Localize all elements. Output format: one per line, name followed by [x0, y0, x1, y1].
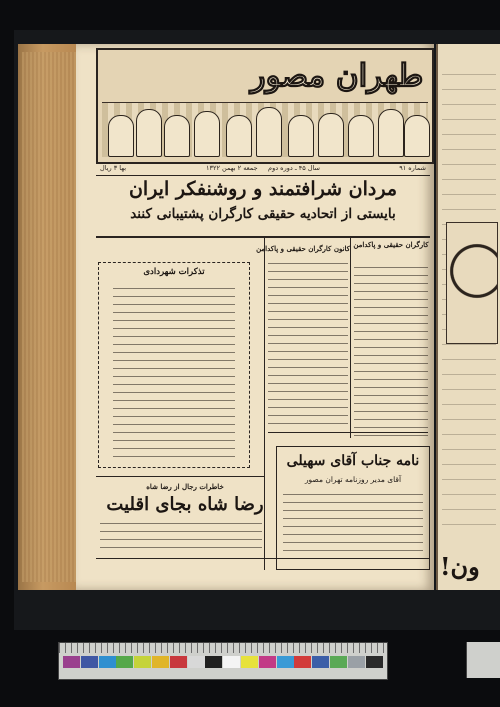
letter-box — [276, 446, 430, 570]
color-patch — [330, 656, 347, 668]
cartoon-figure — [256, 107, 282, 157]
section-divider — [268, 432, 428, 433]
color-patch — [134, 656, 151, 668]
masthead-title: طهران مصور — [250, 58, 424, 94]
color-patch — [205, 656, 222, 668]
color-patch — [99, 656, 116, 668]
color-patch — [63, 656, 80, 668]
page-stack-edge — [22, 52, 76, 582]
color-calibration-chart — [58, 642, 388, 680]
cartoon-figure — [378, 109, 404, 157]
masthead-cartoon — [102, 102, 428, 157]
color-patch — [223, 656, 240, 668]
column-divider — [350, 238, 351, 438]
color-patch — [170, 656, 187, 668]
color-patch — [241, 656, 258, 668]
color-patch — [294, 656, 311, 668]
color-calibration-chart-edge — [466, 642, 500, 678]
secondary-story-text — [100, 518, 262, 554]
ruler-ticks — [59, 643, 387, 653]
secondary-story-title: رضا شاه بجای اقلیت — [106, 494, 264, 515]
issue-date: جمعه ۲ بهمن ۱۳۲۲ — [206, 164, 258, 172]
color-patch — [348, 656, 365, 668]
color-patch — [277, 656, 294, 668]
cartoon-figure — [318, 113, 344, 157]
color-patch — [259, 656, 276, 668]
poem-box — [98, 262, 250, 468]
facing-page-illustration — [446, 222, 498, 344]
cartoon-figure — [164, 115, 190, 157]
dateline-bar — [96, 162, 430, 176]
issue-number: شماره ۹۱ — [399, 164, 426, 172]
lead-subheadline: بایستی از اتحادیه حقیقی کارگران پشتیبانی کنند — [130, 206, 396, 222]
volume-info: سال ۴۵ ـ دوره دوم — [268, 164, 320, 172]
poem-title: تذکرات شهردادی — [143, 267, 205, 277]
letter-salutation: آقای مدیر روزنامه تهران مصور — [304, 475, 402, 484]
color-patch — [116, 656, 133, 668]
color-patch — [188, 656, 205, 668]
cartoon-figure — [136, 109, 162, 157]
cartoon-figure — [226, 115, 252, 157]
poem-verses — [113, 283, 235, 459]
masthead — [96, 48, 434, 164]
lead-headline: مردان شرافتمند و روشنفکر ایران — [128, 178, 398, 200]
right-column-heading: کارگران حقیقی و پاکدامن — [353, 240, 429, 249]
facing-page-headline-fragment: ون! — [440, 552, 480, 581]
letter-title: نامه جناب آقای سهیلی — [286, 453, 420, 469]
cartoon-figure — [108, 115, 134, 157]
color-patch — [152, 656, 169, 668]
column-divider — [264, 238, 265, 570]
section-divider — [96, 236, 430, 238]
section-divider — [96, 476, 264, 477]
cartoon-figure — [288, 115, 314, 157]
right-column-text — [354, 262, 428, 438]
cartoon-figure — [404, 115, 430, 157]
issue-price: بها ۳ ریال — [100, 164, 127, 172]
color-patch — [312, 656, 329, 668]
middle-column-heading: کانون کارگران حقیقی و پاکدامن — [256, 244, 350, 253]
color-patch — [81, 656, 98, 668]
cartoon-figure — [348, 115, 374, 157]
footer-rule — [96, 558, 430, 559]
secondary-story-kicker: خاطرات رجال از رضا شاه — [146, 482, 224, 491]
cartoon-figure — [194, 111, 220, 157]
middle-column-text — [268, 258, 348, 426]
letter-text — [283, 489, 423, 561]
color-patch — [366, 656, 383, 668]
